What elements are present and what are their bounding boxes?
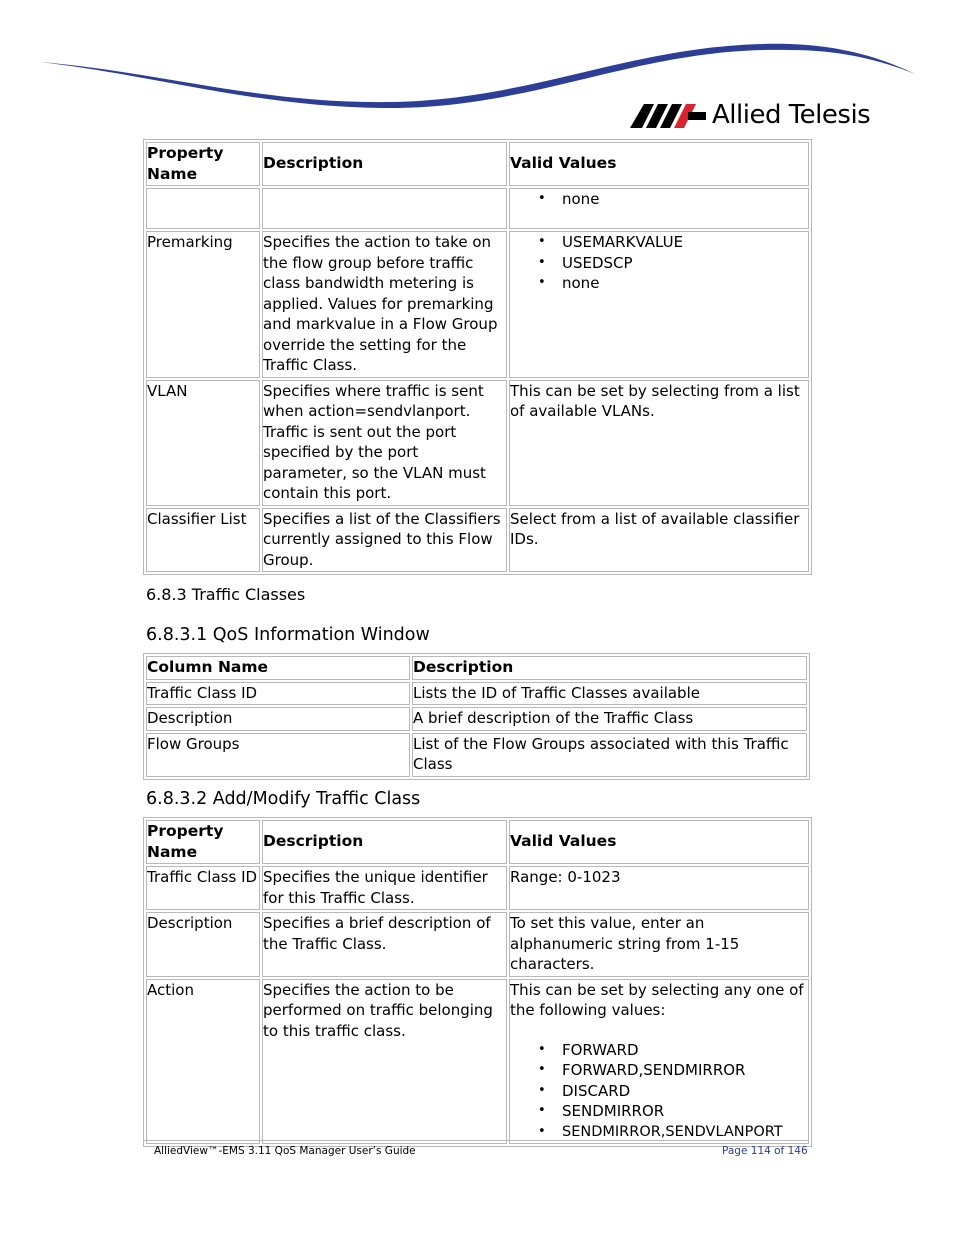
property-name-cell: Classifier List: [146, 508, 260, 573]
column-header: Valid Values: [509, 820, 809, 864]
description-cell: A brief description of the Traffic Class: [412, 707, 807, 731]
valid-values-intro: This can be set by selecting any one of the following values:: [510, 980, 804, 1019]
valid-values-cell: This can be set by selecting from a list of available VLANs.: [509, 380, 809, 506]
description-cell: List of the Flow Groups associated with this Traffic Class: [412, 733, 807, 777]
property-name-cell: Traffic Class ID: [146, 866, 260, 910]
valid-values-cell: To set this value, enter an alphanumeric string from 1-15 characters.: [509, 912, 809, 977]
column-header: Description: [262, 820, 507, 864]
valid-values-cell: [509, 188, 809, 229]
table-row: [146, 188, 809, 229]
table-header-row: [146, 142, 809, 186]
list-item: • none: [562, 189, 808, 210]
section-heading-add-modify-traffic-class: 6.8.3.2 Add/Modify Traffic Class: [146, 789, 421, 809]
table-row: [146, 733, 807, 777]
valid-values-list: [510, 189, 808, 210]
table-row: [146, 682, 807, 706]
description-cell: Specifies where traffic is sent when action=sendvlanport. Traffic is sent out the port specified by the port parameter, so the VLAN must contain this port.: [262, 380, 507, 506]
list-item: • SENDMIRROR,SENDVLANPORT: [562, 1122, 808, 1143]
column-name-cell: Flow Groups: [146, 733, 410, 777]
table-row: [146, 231, 809, 378]
section-heading-traffic-classes: 6.8.3 Traffic Classes: [146, 585, 306, 604]
description-cell: Specifies a brief description of the Traffic Class.: [262, 912, 507, 977]
logo-mark-icon: [630, 104, 708, 128]
list-item: • none: [562, 273, 808, 294]
column-header: Column Name: [146, 656, 410, 680]
description-cell: Specifies a list of the Classifiers currently assigned to this Flow Group.: [262, 508, 507, 573]
footer-page-number: Page 114 of 146: [722, 1145, 808, 1157]
table-row: [146, 912, 809, 977]
table-header-row: [146, 820, 809, 864]
table-row: [146, 380, 809, 506]
column-name-cell: Description: [146, 707, 410, 731]
valid-values-list: [510, 1040, 808, 1143]
property-name-cell: Description: [146, 912, 260, 977]
logo-text: Allied Telesis: [712, 100, 871, 130]
footer-divider: [143, 1140, 808, 1141]
table-row: [146, 508, 809, 573]
allied-telesis-logo: [630, 100, 870, 134]
valid-values-cell: Select from a list of available classifier IDs.: [509, 508, 809, 573]
column-name-cell: Traffic Class ID: [146, 682, 410, 706]
valid-values-cell: [509, 231, 809, 378]
qos-information-table: [143, 653, 810, 780]
description-cell: Specifies the action to be performed on traffic belonging to this traffic class.: [262, 979, 507, 1145]
table-header-row: [146, 656, 807, 680]
list-item: • FORWARD,SENDMIRROR: [562, 1060, 808, 1081]
property-name-cell: VLAN: [146, 380, 260, 506]
table-row: [146, 866, 809, 910]
property-name-cell: Action: [146, 979, 260, 1145]
column-header: Property Name: [146, 142, 260, 186]
description-cell: Lists the ID of Traffic Classes available: [412, 682, 807, 706]
table-row: [146, 707, 807, 731]
description-cell: Specifies the action to take on the flow group before traffic class bandwidth metering is applied. Values for premarking and markvalue in a Flow Group override the setting for the Traffic Class.: [262, 231, 507, 378]
list-item: • SENDMIRROR: [562, 1101, 808, 1122]
column-header: Description: [262, 142, 507, 186]
list-item: • USEDSCP: [562, 253, 808, 274]
description-cell: Specifies the unique identifier for this Traffic Class.: [262, 866, 507, 910]
column-header: Description: [412, 656, 807, 680]
list-item: • FORWARD: [562, 1040, 808, 1061]
footer-document-title: AlliedView™-EMS 3.11 QoS Manager User’s Guide: [154, 1145, 416, 1157]
flow-group-properties-table: [143, 139, 812, 575]
property-name-cell: [146, 188, 260, 229]
valid-values-cell: Range: 0-1023: [509, 866, 809, 910]
valid-values-list: [510, 232, 808, 294]
traffic-class-properties-table: [143, 817, 812, 1147]
valid-values-cell: [509, 979, 809, 1145]
property-name-cell: Premarking: [146, 231, 260, 378]
list-item: • USEMARKVALUE: [562, 232, 808, 253]
column-header: Valid Values: [509, 142, 809, 186]
column-header: Property Name: [146, 820, 260, 864]
table-row: [146, 979, 809, 1145]
section-heading-qos-information-window: 6.8.3.1 QoS Information Window: [146, 625, 430, 645]
description-cell: [262, 188, 507, 229]
list-item: • DISCARD: [562, 1081, 808, 1102]
